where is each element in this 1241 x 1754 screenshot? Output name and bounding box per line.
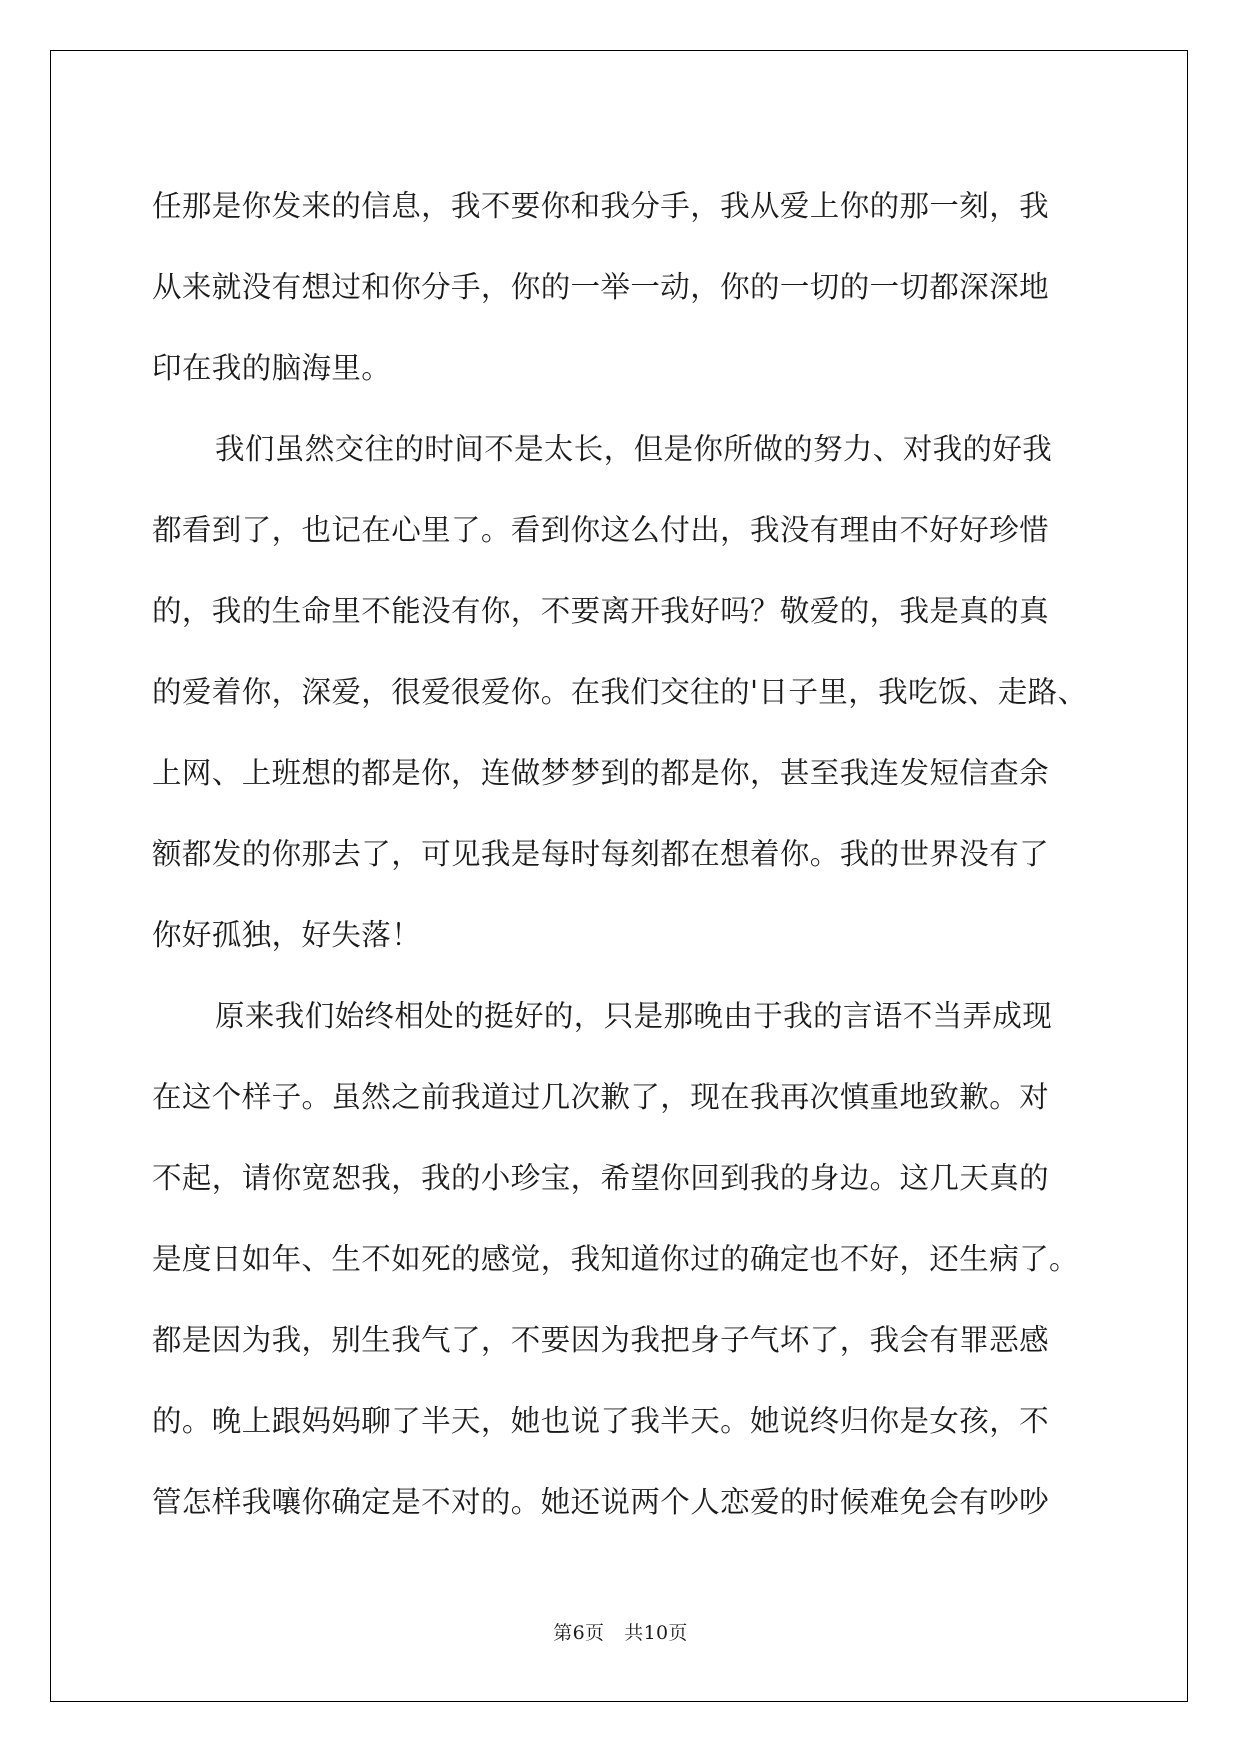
text-line: 是度日如年、生不如死的感觉，我知道你过的确定也不好，还生病了。 [152, 1242, 1079, 1276]
text-line: 上网、上班想的都是你，连做梦梦到的都是你，甚至我连发短信查余 [152, 756, 1050, 790]
text-line: 印在我的脑海里。 [152, 351, 392, 385]
text-line: 管怎样我嚷你确定是不对的。她还说两个人恋爱的时候难免会有吵吵 [152, 1485, 1050, 1519]
paragraph-start-line: 我们虽然交往的时间不是太长，但是你所做的努力、对我的好我 [215, 432, 1053, 466]
document-body [152, 166, 1092, 1543]
text-line: 从来就没有想过和你分手，你的一举一动，你的一切的一切都深深地 [152, 270, 1050, 304]
text-line: 的。晚上跟妈妈聊了半天，她也说了我半天。她说终归你是女孩，不 [152, 1404, 1050, 1438]
text-line: 都是因为我，别生我气了，不要因为我把身子气坏了，我会有罪恶感 [152, 1323, 1050, 1357]
paragraph-start-line: 原来我们始终相处的挺好的，只是那晚由于我的言语不当弄成现 [215, 999, 1053, 1033]
text-line: 你好孤独，好失落！ [152, 918, 422, 952]
text-line: 的爱着你，深爱，很爱很爱你。在我们交往的'日子里，我吃饭、走路、 [152, 675, 1088, 709]
text-line: 在这个样子。虽然之前我道过几次歉了，现在我再次慎重地致歉。对 [152, 1080, 1050, 1114]
text-line: 不起，请你宽恕我，我的小珍宝，希望你回到我的身边。这几天真的 [152, 1161, 1050, 1195]
text-line: 任那是你发来的信息，我不要你和我分手，我从爱上你的那一刻，我 [152, 189, 1050, 223]
page-number-total: 共10页 [624, 1622, 688, 1644]
text-line: 的，我的生命里不能没有你，不要离开我好吗？敬爱的，我是真的真 [152, 594, 1050, 628]
text-line: 都看到了，也记在心里了。看到你这么付出，我没有理由不好好珍惜 [152, 513, 1050, 547]
page-footer [0, 1621, 1241, 1645]
page-number-current: 第6页 [553, 1622, 605, 1644]
text-line: 额都发的你那去了，可见我是每时每刻都在想着你。我的世界没有了 [152, 837, 1050, 871]
